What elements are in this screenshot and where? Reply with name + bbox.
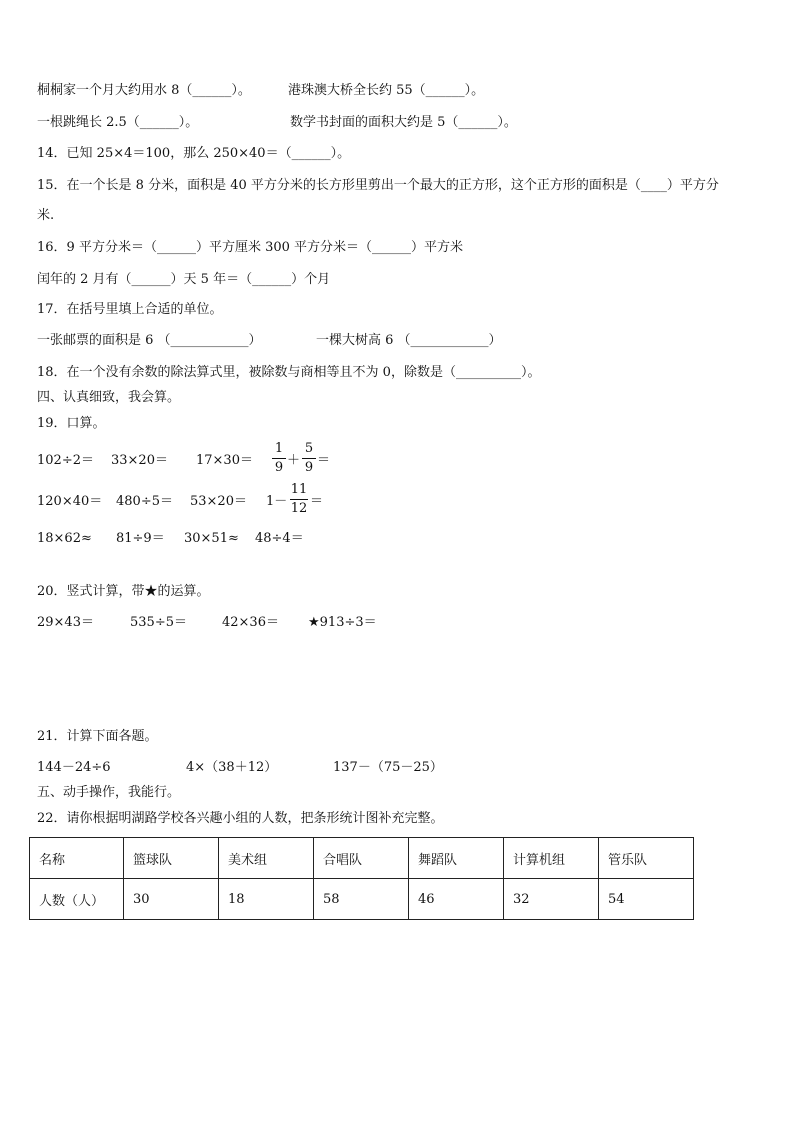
table-cell: 舞蹈队 [409, 838, 504, 879]
fraction-denominator: 9 [274, 460, 284, 475]
table-cell: 54 [599, 879, 694, 920]
table-row [30, 879, 694, 920]
group-size-table [29, 837, 694, 920]
table-cell: 合唱队 [314, 838, 409, 879]
table-cell: 32 [504, 879, 599, 920]
vertical-item: 29×43＝ [37, 615, 94, 630]
table-cell: 名称 [30, 838, 124, 879]
oral-item: 102÷2＝ [37, 453, 94, 468]
oral-item: 30×51≈ [184, 531, 239, 546]
fraction-denominator: 9 [304, 460, 314, 475]
oral-item: 17×30＝ [196, 453, 253, 468]
bridge-length-question: 港珠澳大桥全长约 55（______）。 [288, 83, 485, 98]
table-cell: 管乐队 [599, 838, 694, 879]
question-17: 17．在括号里填上合适的单位。 [37, 302, 223, 317]
compute-item: 137－（75－25） [333, 760, 443, 775]
oral-item: 48÷4＝ [255, 531, 304, 546]
question-21: 21．计算下面各题。 [37, 729, 158, 744]
table-cell: 篮球队 [124, 838, 219, 879]
section-five-heading: 五、动手操作，我能行。 [37, 785, 181, 800]
oral-item: 18×62≈ [37, 531, 92, 546]
table-cell: 18 [219, 879, 314, 920]
equals-sign: ＝ [310, 494, 324, 509]
oral-item: 53×20＝ [190, 494, 247, 509]
oral-item: 120×40＝ [37, 494, 103, 509]
fraction-eleven-twelfths [290, 482, 308, 517]
vertical-item-starred: ★913÷3＝ [308, 615, 377, 630]
fraction-bar [272, 458, 286, 459]
question-18: 18．在一个没有余数的除法算式里，被除数与商相等且不为 0，除数是（__________）。 [37, 365, 541, 380]
fraction-denominator: 12 [290, 501, 308, 516]
oral-item: 33×20＝ [111, 453, 168, 468]
question-15: 15．在一个长是 8 分米，面积是 40 平方分米的长方形里剪出一个最大的正方形，这个正方形的面积是（____）平方分 [37, 178, 719, 193]
fraction-one-ninth [272, 441, 286, 476]
table-cell: 58 [314, 879, 409, 920]
oral-item: 81÷9＝ [116, 531, 165, 546]
table-cell: 30 [124, 879, 219, 920]
oral-item: 480÷5＝ [116, 494, 173, 509]
equals-sign: ＝ [317, 453, 331, 468]
stamp-area-question: 一张邮票的面积是 6 （____________） [37, 333, 262, 348]
plus-sign: ＋ [287, 453, 301, 468]
fraction-bar [290, 499, 308, 500]
jump-rope-question: 一根跳绳长 2.5（______）。 [37, 115, 199, 130]
fraction-five-ninths [302, 441, 316, 476]
vertical-item: 535÷5＝ [130, 615, 187, 630]
water-usage-question: 桐桐家一个月大约用水 8（______）。 [37, 83, 251, 98]
compute-item: 144－24÷6 [37, 760, 111, 775]
fraction-bar [302, 458, 316, 459]
question-19: 19．口算。 [37, 416, 106, 431]
fraction-numerator: 5 [304, 441, 314, 456]
question-16-continued: 闰年的 2 月有（______）天 5 年＝（______）个月 [37, 272, 331, 287]
table-cell: 计算机组 [504, 838, 599, 879]
compute-item: 4×（38＋12） [186, 760, 278, 775]
table-header-row [30, 838, 694, 879]
table-cell: 美术组 [219, 838, 314, 879]
question-16: 16．9 平方分米＝（______）平方厘米 300 平方分米＝（______）平方米 [37, 240, 464, 255]
table-cell: 46 [409, 879, 504, 920]
vertical-item: 42×36＝ [222, 615, 279, 630]
question-20: 20．竖式计算，带★的运算。 [37, 584, 210, 599]
fraction-numerator: 1 [274, 441, 284, 456]
question-22: 22．请你根据明湖路学校各兴趣小组的人数，把条形统计图补充完整。 [37, 811, 444, 826]
question-14: 14．已知 25×4＝100，那么 250×40＝（______）。 [37, 146, 351, 161]
book-cover-question: 数学书封面的面积大约是 5（______）。 [290, 115, 517, 130]
fraction-numerator: 11 [290, 482, 308, 497]
question-15-continued: 米. [37, 208, 55, 223]
table-cell: 人数（人） [30, 879, 124, 920]
section-four-heading: 四、认真细致，我会算。 [37, 390, 181, 405]
tree-height-question: 一棵大树高 6 （____________） [316, 333, 502, 348]
one-minus: 1－ [266, 494, 288, 509]
